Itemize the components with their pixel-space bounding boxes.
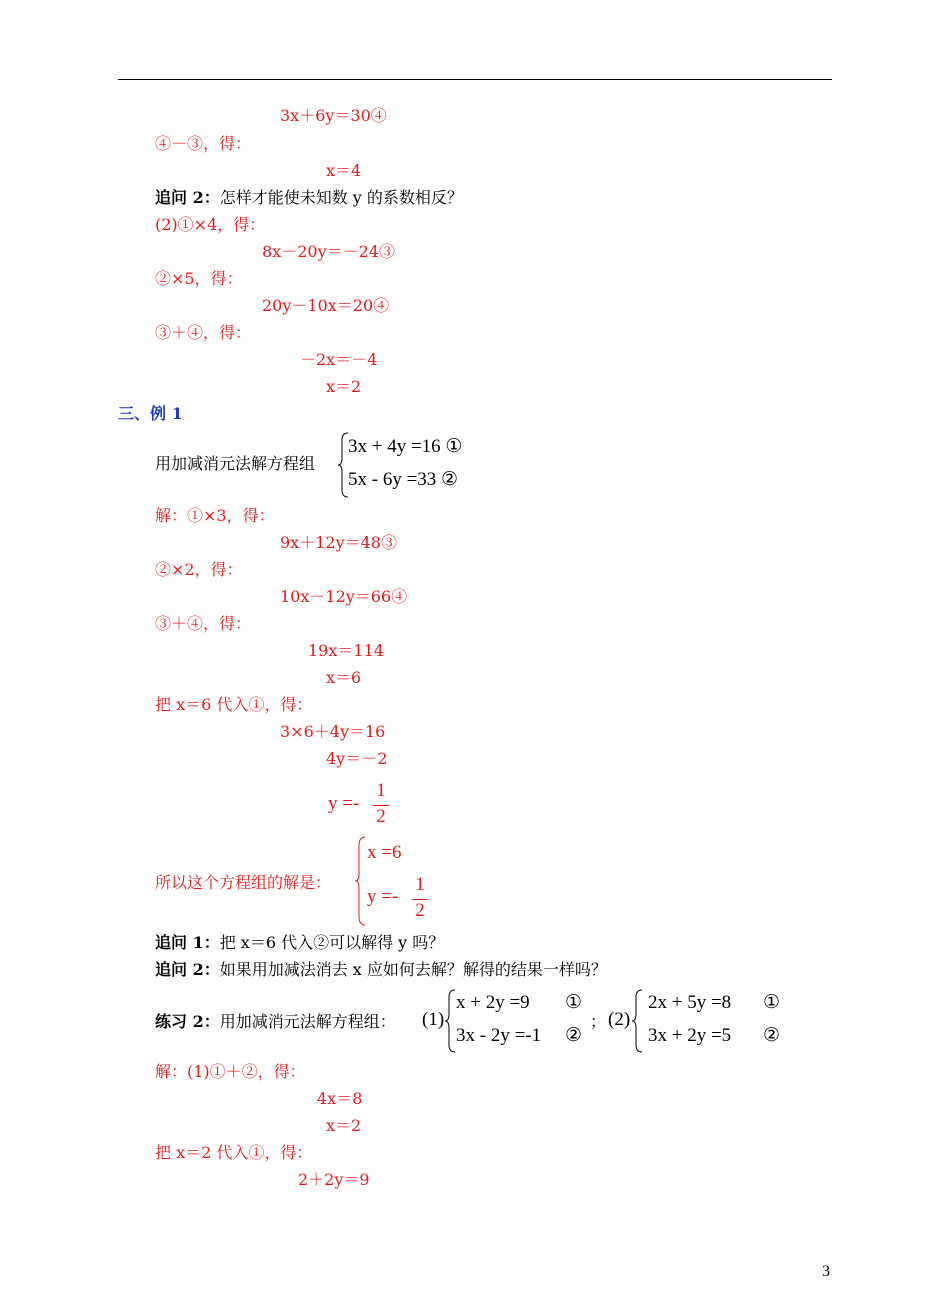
exercise-prompt: [155, 1012, 396, 1032]
system-row: 3x - 2y =-1: [456, 1025, 542, 1046]
header-rule: [118, 79, 832, 80]
equation-line: 8x－20y＝－24③: [262, 242, 395, 261]
fraction: [411, 874, 429, 922]
follow-up-label: 追问 2：: [155, 960, 220, 979]
equation-line: 20y－10x＝20④: [262, 296, 390, 315]
result-line: x＝2: [326, 1116, 362, 1135]
fraction-equation: [328, 780, 398, 830]
fraction-lhs: y =-: [328, 793, 360, 814]
result-line: x＝2: [326, 377, 362, 396]
brace-icon: [355, 836, 367, 926]
follow-up-label: 追问 2：: [155, 188, 220, 207]
part-label: (2): [608, 1009, 631, 1030]
follow-up-label: 追问 1：: [155, 933, 220, 952]
step-line: 解：(1)①＋②，得：: [155, 1062, 306, 1081]
brace-icon: [632, 989, 644, 1053]
equation-marker: ①: [763, 992, 781, 1013]
equation-line: 4x＝8: [317, 1089, 363, 1108]
system-row: x + 2y =9: [456, 992, 530, 1013]
answer-system: [355, 836, 445, 928]
step-line: ③＋④，得：: [155, 323, 252, 342]
step-line: ②×5，得：: [155, 269, 243, 288]
equation-line: －2x＝－4: [300, 350, 378, 369]
system-row: 5x - 6y =33 ②: [348, 469, 459, 490]
step-line: 把 x＝2 代入①，得：: [155, 1143, 313, 1162]
answer-label: 所以这个方程组的解是：: [155, 873, 332, 892]
exercise-text: 用加减消元法解方程组：: [219, 1012, 396, 1031]
follow-up-text: 把 x＝6 代入②可以解得 y 吗？: [219, 933, 445, 952]
fraction-denominator: 2: [415, 900, 425, 921]
equation-marker: ①: [565, 992, 583, 1013]
equation-marker: ②: [763, 1025, 781, 1046]
example-prompt: 用加减消元法解方程组: [155, 454, 316, 473]
result-line: x＝6: [326, 668, 362, 687]
equation-line: 9x＋12y＝48③: [280, 533, 397, 552]
result-line: x＝4: [326, 161, 362, 180]
equation-system: [338, 430, 498, 500]
system-row: 2x + 5y =8: [648, 992, 732, 1013]
fraction-denominator: 2: [376, 806, 386, 827]
step-line: ④－③，得：: [155, 134, 252, 153]
exercise-system-2: [608, 987, 798, 1055]
equation-line: 4y＝－2: [326, 749, 388, 768]
follow-up-question: [155, 188, 463, 208]
step-line: 把 x＝6 代入①，得：: [155, 695, 313, 714]
follow-up-question: [155, 960, 607, 980]
step-line: ③＋④，得：: [155, 614, 252, 633]
equation-line: 3x＋6y＝30④: [280, 106, 387, 125]
answer-y-lhs: y =-: [367, 886, 399, 907]
follow-up-text: 怎样才能使未知数 y 的系数相反？: [219, 188, 463, 207]
page-number: 3: [822, 1263, 830, 1280]
system-row: 3x + 4y =16 ①: [348, 436, 463, 457]
section-heading: 三、例 1: [118, 404, 183, 423]
equation-line: 10x－12y＝66④: [280, 587, 408, 606]
step-line: ②×2，得：: [155, 560, 243, 579]
exercise-system-1: [422, 987, 612, 1055]
fraction-numerator: 1: [376, 780, 386, 801]
equation-line: 2＋2y＝9: [298, 1170, 370, 1189]
part-label: (1): [422, 1009, 445, 1030]
answer-x: x =6: [367, 842, 402, 863]
equation-line: 19x＝114: [308, 641, 384, 660]
follow-up-question: [155, 933, 444, 953]
fraction-numerator: 1: [415, 874, 425, 895]
step-line: 解：①×3，得：: [155, 506, 275, 525]
step-line: (2)①×4，得：: [155, 215, 266, 234]
system-row: 3x + 2y =5: [648, 1025, 732, 1046]
exercise-label: 练习 2：: [155, 1012, 220, 1031]
separator: ；: [590, 1012, 607, 1031]
equation-line: 3×6＋4y＝16: [280, 722, 386, 741]
equation-marker: ②: [565, 1025, 583, 1046]
follow-up-text: 如果用加减法消去 x 应如何去解？解得的结果一样吗？: [219, 960, 607, 979]
fraction: [372, 780, 390, 828]
